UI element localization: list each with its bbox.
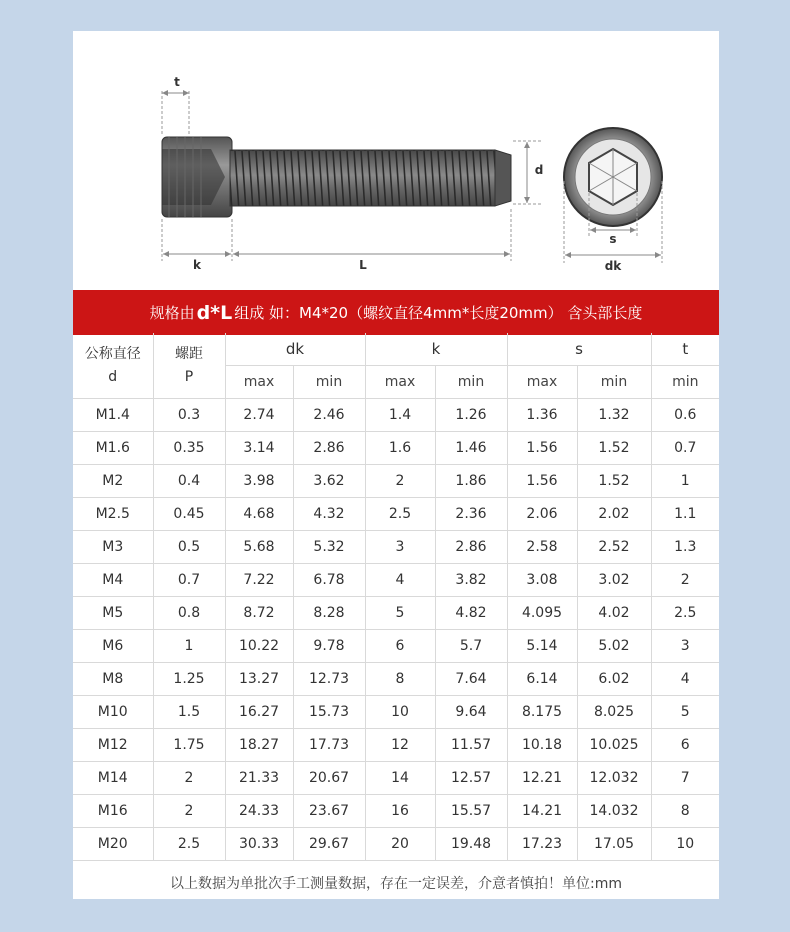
table-cell: 4.32 xyxy=(293,498,365,531)
table-cell: 4.68 xyxy=(225,498,293,531)
table-cell: 5.14 xyxy=(507,630,577,663)
table-cell: 0.6 xyxy=(651,399,719,432)
table-cell: 12.21 xyxy=(507,762,577,795)
table-cell: 8 xyxy=(365,663,435,696)
table-cell: 2.74 xyxy=(225,399,293,432)
table-cell: 5.32 xyxy=(293,531,365,564)
table-cell: 13.27 xyxy=(225,663,293,696)
table-row xyxy=(73,630,719,663)
table-cell: 2.5 xyxy=(651,597,719,630)
header-dk-min: min xyxy=(293,366,365,399)
table-cell: 1.75 xyxy=(153,729,225,762)
header-nominal-diameter: 公称直径 d xyxy=(73,333,153,399)
table-cell: 1.5 xyxy=(153,696,225,729)
table-cell: 15.57 xyxy=(435,795,507,828)
table-cell: 1.86 xyxy=(435,465,507,498)
screw-shaft-side xyxy=(230,150,511,206)
table-cell: 9.64 xyxy=(435,696,507,729)
table-cell: 1.1 xyxy=(651,498,719,531)
table-cell: 18.27 xyxy=(225,729,293,762)
table-cell: M16 xyxy=(73,795,153,828)
table-row xyxy=(73,696,719,729)
spec-naming-banner xyxy=(73,290,719,335)
table-cell: 8.72 xyxy=(225,597,293,630)
table-cell: 6.02 xyxy=(577,663,651,696)
header-s: s xyxy=(507,333,651,366)
table-cell: 0.8 xyxy=(153,597,225,630)
table-cell: 3.98 xyxy=(225,465,293,498)
table-cell: 10.18 xyxy=(507,729,577,762)
table-cell: M4 xyxy=(73,564,153,597)
table-cell: 1.26 xyxy=(435,399,507,432)
table-cell: 17.23 xyxy=(507,828,577,861)
table-cell: 4.82 xyxy=(435,597,507,630)
table-row xyxy=(73,795,719,828)
table-cell: 4.095 xyxy=(507,597,577,630)
table-cell: M1.6 xyxy=(73,432,153,465)
table-cell: 0.7 xyxy=(651,432,719,465)
table-cell: 5 xyxy=(365,597,435,630)
table-cell: 7 xyxy=(651,762,719,795)
table-cell: 6.78 xyxy=(293,564,365,597)
table-cell: 5.68 xyxy=(225,531,293,564)
table-cell: 2.36 xyxy=(435,498,507,531)
screw-head-side xyxy=(162,137,232,217)
table-cell: 24.33 xyxy=(225,795,293,828)
table-cell: 20.67 xyxy=(293,762,365,795)
table-cell: 2.86 xyxy=(435,531,507,564)
table-cell: 11.57 xyxy=(435,729,507,762)
table-cell: 8.28 xyxy=(293,597,365,630)
spec-card xyxy=(73,31,719,899)
table-cell: 1.6 xyxy=(365,432,435,465)
table-cell: 3.62 xyxy=(293,465,365,498)
dim-label-t: t xyxy=(174,75,180,89)
table-cell: 3.02 xyxy=(577,564,651,597)
table-cell: 1.36 xyxy=(507,399,577,432)
table-cell: 10 xyxy=(651,828,719,861)
header-pitch: 螺距 P xyxy=(153,333,225,399)
table-cell: 2.06 xyxy=(507,498,577,531)
table-row xyxy=(73,465,719,498)
header-s-max: max xyxy=(507,366,577,399)
table-cell: 1.56 xyxy=(507,465,577,498)
header-k-min: min xyxy=(435,366,507,399)
table-cell: 2 xyxy=(365,465,435,498)
table-cell: 9.78 xyxy=(293,630,365,663)
table-cell: 16.27 xyxy=(225,696,293,729)
table-cell: 3 xyxy=(651,630,719,663)
table-cell: 2.58 xyxy=(507,531,577,564)
table-cell: 1.46 xyxy=(435,432,507,465)
dim-label-d: d xyxy=(534,163,544,177)
table-cell: 1 xyxy=(153,630,225,663)
table-cell: 1 xyxy=(651,465,719,498)
table-header-row-1 xyxy=(73,333,719,366)
table-cell: 21.33 xyxy=(225,762,293,795)
table-cell: M2 xyxy=(73,465,153,498)
dim-label-L: L xyxy=(359,258,367,272)
dim-label-k: k xyxy=(193,258,201,272)
table-cell: 4.02 xyxy=(577,597,651,630)
measurement-note: 以上数据为单批次手工测量数据，存在一定误差，介意者慎拍！单位:mm xyxy=(170,876,622,892)
header-k-max: max xyxy=(365,366,435,399)
table-row xyxy=(73,399,719,432)
table-row xyxy=(73,762,719,795)
table-body xyxy=(73,399,719,861)
table-cell: M3 xyxy=(73,531,153,564)
table-cell: 7.64 xyxy=(435,663,507,696)
table-cell: 3.14 xyxy=(225,432,293,465)
table-cell: 1.4 xyxy=(365,399,435,432)
table-cell: M2.5 xyxy=(73,498,153,531)
table-cell: 19.48 xyxy=(435,828,507,861)
table-cell: 10 xyxy=(365,696,435,729)
banner-suffix: 组成 如：M4*20（螺纹直径4mm*长度20mm） 含头部长度 xyxy=(234,304,643,322)
table-cell: 3 xyxy=(365,531,435,564)
table-cell: 10.025 xyxy=(577,729,651,762)
table-cell: 1.32 xyxy=(577,399,651,432)
table-cell: 14.032 xyxy=(577,795,651,828)
table-cell: 8 xyxy=(651,795,719,828)
table-row xyxy=(73,498,719,531)
table-cell: 23.67 xyxy=(293,795,365,828)
table-row xyxy=(73,432,719,465)
table-cell: 7.22 xyxy=(225,564,293,597)
header-k: k xyxy=(365,333,507,366)
table-cell: 6 xyxy=(651,729,719,762)
table-cell: 4 xyxy=(651,663,719,696)
table-cell: M10 xyxy=(73,696,153,729)
banner-formula: d*L xyxy=(196,301,233,324)
screw-diagram xyxy=(73,31,719,289)
table-cell: 1.3 xyxy=(651,531,719,564)
table-cell: 2 xyxy=(651,564,719,597)
table-cell: 12.57 xyxy=(435,762,507,795)
table-cell: 5.7 xyxy=(435,630,507,663)
table-cell: 30.33 xyxy=(225,828,293,861)
table-cell: 17.05 xyxy=(577,828,651,861)
table-cell: 6 xyxy=(365,630,435,663)
table-row xyxy=(73,531,719,564)
table-cell: 2 xyxy=(153,795,225,828)
banner-prefix: 规格由 xyxy=(149,304,195,322)
table-cell: 12 xyxy=(365,729,435,762)
table-cell: M20 xyxy=(73,828,153,861)
table-cell: M12 xyxy=(73,729,153,762)
screw-head-end-view xyxy=(564,128,662,226)
table-cell: 20 xyxy=(365,828,435,861)
table-cell: M1.4 xyxy=(73,399,153,432)
table-cell: 2.46 xyxy=(293,399,365,432)
table-row xyxy=(73,564,719,597)
table-cell: 2.5 xyxy=(153,828,225,861)
header-dk-max: max xyxy=(225,366,293,399)
table-cell: 17.73 xyxy=(293,729,365,762)
table-cell: M14 xyxy=(73,762,153,795)
table-cell: 0.3 xyxy=(153,399,225,432)
table-cell: 4 xyxy=(365,564,435,597)
table-cell: 1.25 xyxy=(153,663,225,696)
table-cell: 1.52 xyxy=(577,465,651,498)
table-row xyxy=(73,828,719,861)
table-cell: 2.02 xyxy=(577,498,651,531)
table-cell: 0.7 xyxy=(153,564,225,597)
table-cell: 3.08 xyxy=(507,564,577,597)
table-cell: 0.5 xyxy=(153,531,225,564)
table-cell: 12.73 xyxy=(293,663,365,696)
table-row xyxy=(73,729,719,762)
table-cell: 8.175 xyxy=(507,696,577,729)
table-cell: 14.21 xyxy=(507,795,577,828)
table-cell: 0.35 xyxy=(153,432,225,465)
table-cell: 2.52 xyxy=(577,531,651,564)
table-cell: 0.4 xyxy=(153,465,225,498)
dim-label-s: s xyxy=(609,232,617,246)
table-cell: 6.14 xyxy=(507,663,577,696)
table-cell: 15.73 xyxy=(293,696,365,729)
table-cell: 10.22 xyxy=(225,630,293,663)
header-t-min: min xyxy=(651,366,719,399)
table-cell: 8.025 xyxy=(577,696,651,729)
table-cell: 12.032 xyxy=(577,762,651,795)
table-cell: 29.67 xyxy=(293,828,365,861)
table-row xyxy=(73,597,719,630)
table-cell: 2.5 xyxy=(365,498,435,531)
table-cell: 0.45 xyxy=(153,498,225,531)
table-cell: 16 xyxy=(365,795,435,828)
table-cell: 1.52 xyxy=(577,432,651,465)
table-cell: 5.02 xyxy=(577,630,651,663)
table-cell: M8 xyxy=(73,663,153,696)
table-cell: M5 xyxy=(73,597,153,630)
table-cell: 3.82 xyxy=(435,564,507,597)
dim-label-dk: dk xyxy=(604,259,622,273)
table-cell: 2.86 xyxy=(293,432,365,465)
header-s-min: min xyxy=(577,366,651,399)
header-t: t xyxy=(651,333,719,366)
table-row xyxy=(73,663,719,696)
table-cell: 1.56 xyxy=(507,432,577,465)
header-dk: dk xyxy=(225,333,365,366)
table-cell: 5 xyxy=(651,696,719,729)
screw-technical-drawing xyxy=(73,31,719,289)
table-cell: 14 xyxy=(365,762,435,795)
table-cell: M6 xyxy=(73,630,153,663)
table-cell: 2 xyxy=(153,762,225,795)
dimension-table xyxy=(73,333,719,861)
